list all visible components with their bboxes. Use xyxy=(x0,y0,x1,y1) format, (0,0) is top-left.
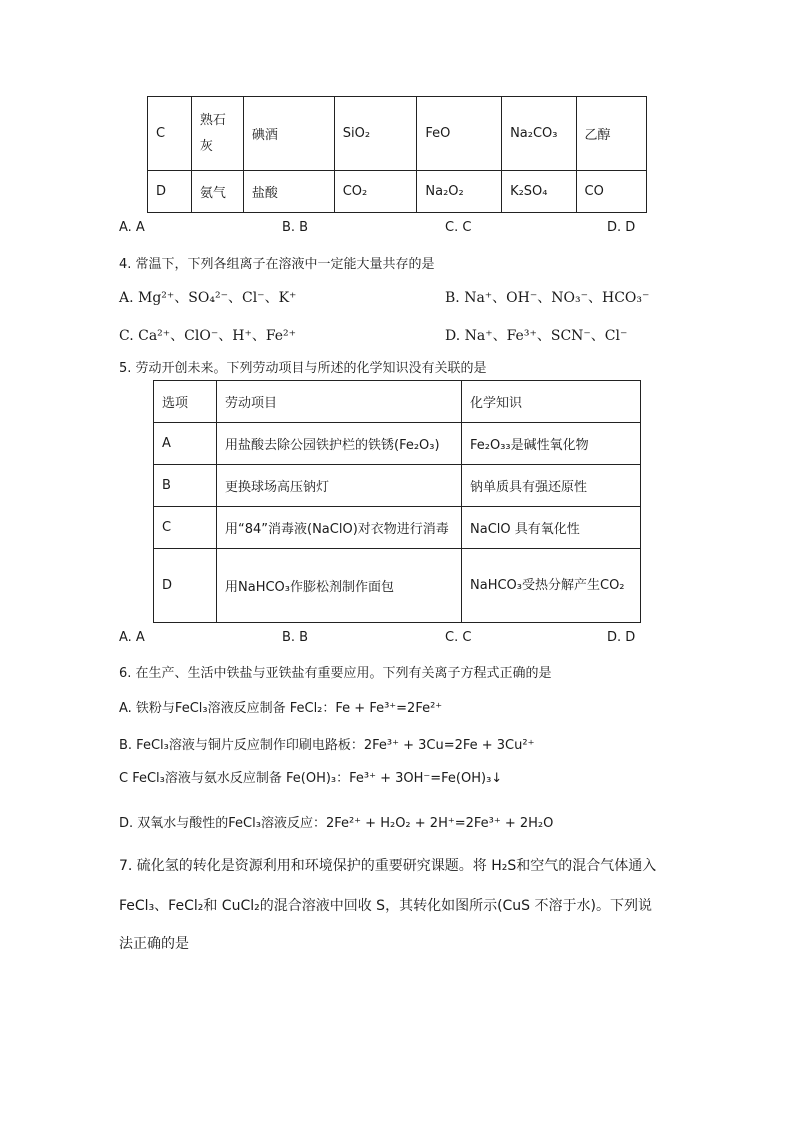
cell: SiO₂ xyxy=(334,97,417,171)
q6-option-b: B. FeCl₃溶液与铜片反应制作印刷电路板：2Fe³⁺ + 3Cu=2Fe + 3Cu²⁺ xyxy=(119,738,535,753)
q6-stem: 6. 在生产、生活中铁盐与亚铁盐有重要应用。下列有关离子方程式正确的是 xyxy=(119,666,552,681)
labor-item-cell: 用NaHCO₃作膨松剂制作面包 xyxy=(217,549,462,623)
table-row xyxy=(148,171,647,213)
answer-choice-c: C. C xyxy=(445,630,472,645)
q4-option-a: A. Mg²⁺、SO₄²⁻、Cl⁻、K⁺ xyxy=(119,290,297,306)
answer-choice-b: B. B xyxy=(282,630,309,645)
table-row xyxy=(154,423,641,465)
cell: Na₂O₂ xyxy=(417,171,502,213)
cell: Na₂CO₃ xyxy=(502,97,576,171)
row-label: D xyxy=(148,171,192,213)
table-row xyxy=(148,97,647,171)
option-cell: A xyxy=(154,423,217,465)
cell: 碘酒 xyxy=(243,97,334,171)
q4-option-d: D. Na⁺、Fe³⁺、SCN⁻、Cl⁻ xyxy=(445,328,628,344)
labor-item-cell: 用“84”消毒液(NaClO)对衣物进行消毒 xyxy=(217,507,462,549)
table-row xyxy=(154,549,641,623)
cell: 乙醇 xyxy=(576,97,646,171)
q7-line-3: 法正确的是 xyxy=(119,936,189,952)
answer-choice-d: D. D xyxy=(607,220,636,235)
labor-item-cell: 用盐酸去除公园铁护栏的铁锈(Fe₂O₃) xyxy=(217,423,462,465)
cell: 氨气 xyxy=(191,171,243,213)
q6-option-a: A. 铁粉与FeCl₃溶液反应制备 FeCl₂：Fe + Fe³⁺=2Fe²⁺ xyxy=(119,701,443,716)
answer-choice-c: C. C xyxy=(445,220,472,235)
answer-choice-b: B. B xyxy=(282,220,309,235)
option-cell: C xyxy=(154,507,217,549)
answer-choice-d: D. D xyxy=(607,630,636,645)
cell: K₂SO₄ xyxy=(502,171,576,213)
table-row xyxy=(154,465,641,507)
q4-stem: 4. 常温下，下列各组离子在溶液中一定能大量共存的是 xyxy=(119,257,435,272)
q4-option-c: C. Ca²⁺、ClO⁻、H⁺、Fe²⁺ xyxy=(119,328,297,344)
q6-option-d: D. 双氧水与酸性的FeCl₃溶液反应：2Fe²⁺ + H₂O₂ + 2H⁺=2Fe³⁺ + 2H₂O xyxy=(119,816,554,831)
option-cell: D xyxy=(154,549,217,623)
knowledge-cell: NaHCO₃受热分解产生CO₂ xyxy=(462,549,641,623)
cell: FeO xyxy=(417,97,502,171)
row-label: C xyxy=(148,97,192,171)
answer-choice-a: A. A xyxy=(119,220,145,235)
cell: CO xyxy=(576,171,646,213)
header-labor-item: 劳动项目 xyxy=(217,381,462,423)
q6-option-c: C FeCl₃溶液与氨水反应制备 Fe(OH)₃：Fe³⁺ + 3OH⁻=Fe(OH)₃↓ xyxy=(119,771,503,786)
cell: 盐酸 xyxy=(243,171,334,213)
knowledge-cell: NaClO 具有氧化性 xyxy=(462,507,641,549)
answer-choice-a: A. A xyxy=(119,630,145,645)
cell: 熟石灰 xyxy=(191,97,243,171)
q7-line-1: 7. 硫化氢的转化是资源利用和环境保护的重要研究课题。将 H₂S和空气的混合气体通入 xyxy=(119,858,657,874)
knowledge-cell: 钠单质具有强还原性 xyxy=(462,465,641,507)
header-option: 选项 xyxy=(154,381,217,423)
knowledge-cell: Fe₂O₃₃是碱性氧化物 xyxy=(462,423,641,465)
q5-stem: 5. 劳动开创未来。下列劳动项目与所述的化学知识没有关联的是 xyxy=(119,361,487,376)
option-cell: B xyxy=(154,465,217,507)
q4-option-b: B. Na⁺、OH⁻、NO₃⁻、HCO₃⁻ xyxy=(445,290,650,306)
q7-line-2: FeCl₃、FeCl₂和 CuCl₂的混合溶液中回收 S，其转化如图所示(CuS 不溶于水)。下列说 xyxy=(119,898,652,914)
labor-knowledge-table xyxy=(153,380,641,623)
header-chem-knowledge: 化学知识 xyxy=(462,381,641,423)
cell: CO₂ xyxy=(334,171,417,213)
table-row xyxy=(154,507,641,549)
labor-item-cell: 更换球场高压钠灯 xyxy=(217,465,462,507)
table-header-row xyxy=(154,381,641,423)
classification-table xyxy=(147,96,647,213)
